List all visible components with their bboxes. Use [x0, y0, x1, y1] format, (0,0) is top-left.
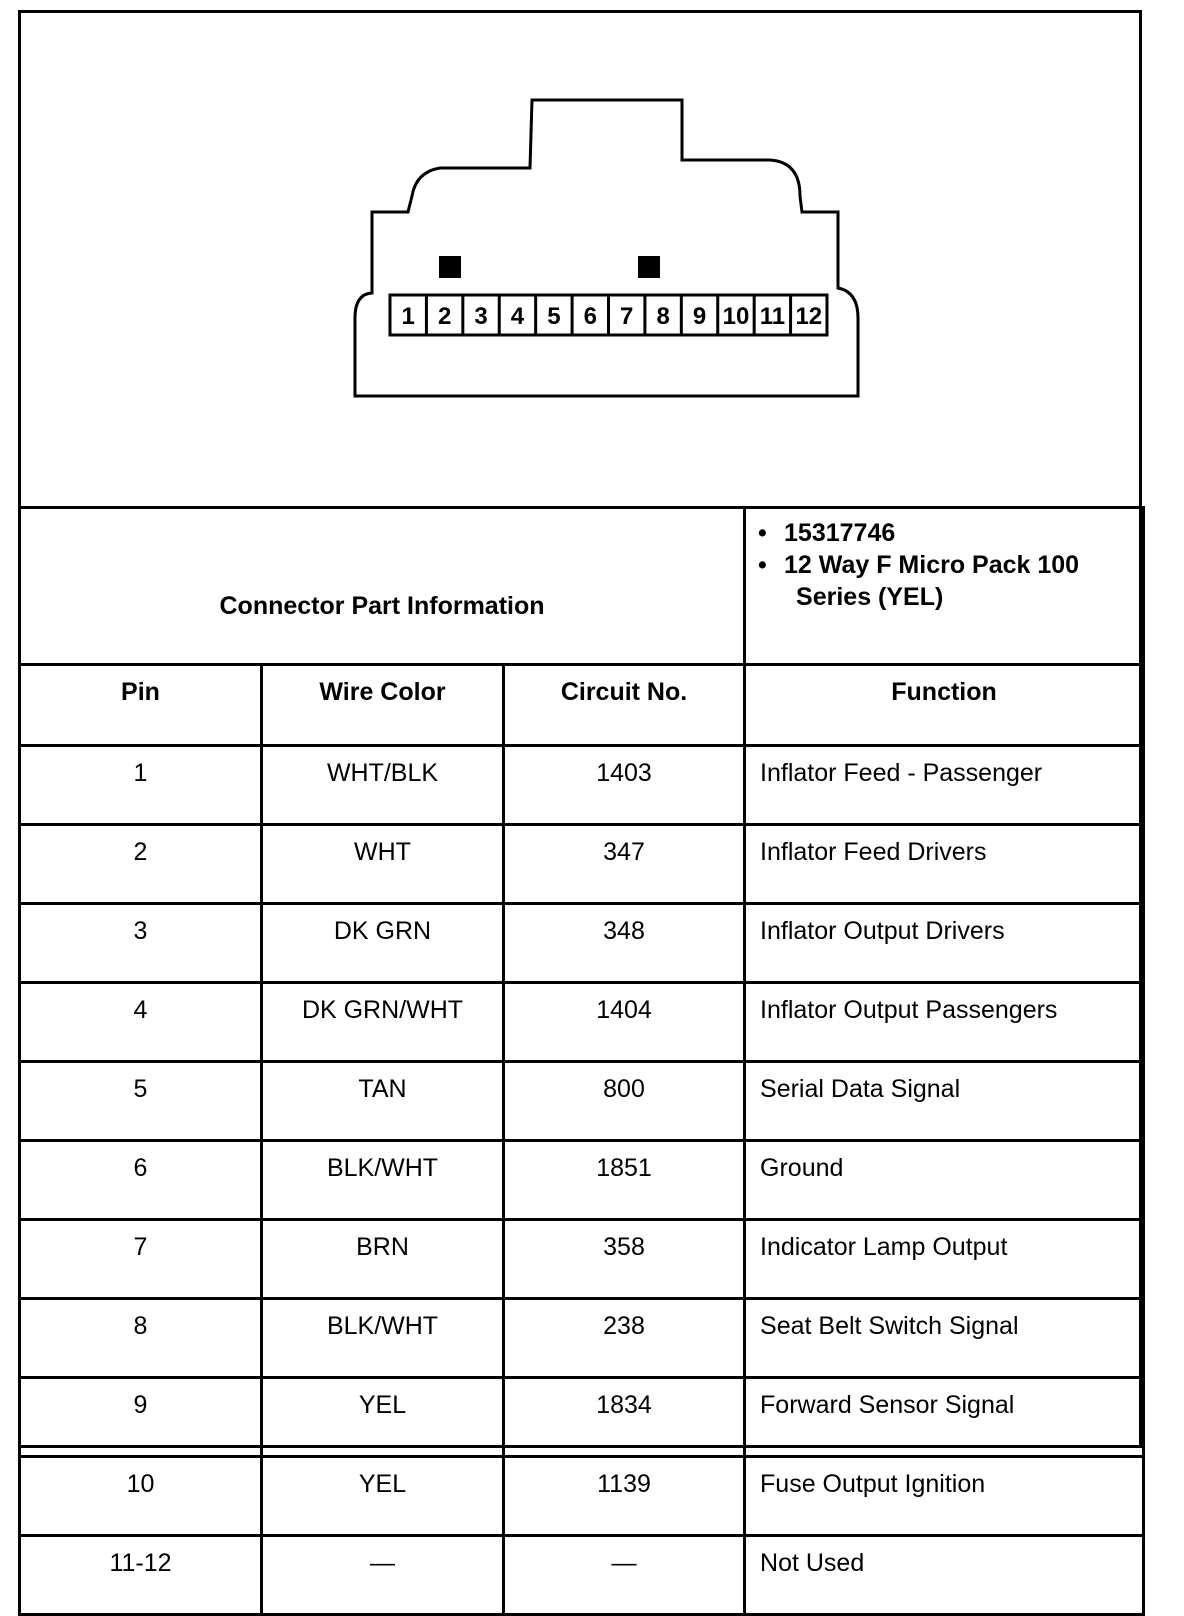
bullet-icon: • — [758, 519, 767, 547]
table-row — [20, 1220, 1144, 1299]
table-row — [20, 1299, 1144, 1378]
connector-pinout-table — [18, 506, 1145, 1616]
pin-cell: 4 — [20, 983, 262, 1062]
part-number: 15317746 — [784, 519, 896, 547]
table-row — [20, 1141, 1144, 1220]
wire-color-cell: — — [262, 1536, 504, 1615]
pin-label-8: 8 — [656, 303, 670, 330]
pin-label-2: 2 — [437, 303, 452, 330]
pin-cell: 10 — [20, 1457, 262, 1536]
pin-label-12: 12 — [795, 303, 823, 330]
pin-cell: 1 — [20, 746, 262, 825]
pin-cell: 5 — [20, 1062, 262, 1141]
function-cell: Seat Belt Switch Signal — [745, 1299, 1144, 1378]
function-cell: Ground — [745, 1141, 1144, 1220]
pin-label-5: 5 — [547, 303, 561, 330]
pin-label-3: 3 — [474, 303, 488, 330]
wire-color-cell: YEL — [262, 1457, 504, 1536]
wire-color-cell: BRN — [262, 1220, 504, 1299]
function-cell: Serial Data Signal — [745, 1062, 1144, 1141]
wire-color-cell: BLK/WHT — [262, 1141, 504, 1220]
header-circuit-no: Circuit No. — [504, 665, 745, 746]
circuit-number-cell: 800 — [504, 1062, 745, 1141]
key-marker-pin-2 — [439, 256, 461, 278]
pin-label-10: 10 — [722, 303, 750, 330]
circuit-number-cell: 347 — [504, 825, 745, 904]
table-row — [20, 1536, 1144, 1615]
wire-color-cell: BLK/WHT — [262, 1299, 504, 1378]
table-row — [20, 1062, 1144, 1141]
pin-label-6: 6 — [583, 303, 597, 330]
header-pin: Pin — [20, 665, 262, 746]
function-cell: Not Used — [745, 1536, 1144, 1615]
column-header-row — [20, 665, 1144, 746]
wire-color-cell: TAN — [262, 1062, 504, 1141]
header-wire-color: Wire Color — [262, 665, 504, 746]
wire-color-cell: DK GRN/WHT — [262, 983, 504, 1062]
circuit-number-cell: 358 — [504, 1220, 745, 1299]
part-description-line1: 12 Way F Micro Pack 100 — [784, 551, 1080, 579]
circuit-number-cell: — — [504, 1536, 745, 1615]
connector-face-diagram — [0, 0, 1184, 500]
pin-label-9: 9 — [692, 303, 707, 330]
pin-cell: 7 — [20, 1220, 262, 1299]
part-info-details — [745, 508, 1144, 665]
circuit-number-cell: 1403 — [504, 746, 745, 825]
circuit-number-cell: 1404 — [504, 983, 745, 1062]
wire-color-cell: DK GRN — [262, 904, 504, 983]
key-marker-pin-8 — [638, 256, 660, 278]
wire-color-cell: YEL — [262, 1378, 504, 1457]
function-cell: Inflator Feed - Passenger — [745, 746, 1144, 825]
header-function: Function — [745, 665, 1144, 746]
pin-cell: 11-12 — [20, 1536, 262, 1615]
pin-cell: 6 — [20, 1141, 262, 1220]
table-row — [20, 904, 1144, 983]
part-info-row — [20, 508, 1144, 665]
pin-label-1: 1 — [401, 303, 415, 330]
circuit-number-cell: 1139 — [504, 1457, 745, 1536]
circuit-number-cell: 1851 — [504, 1141, 745, 1220]
circuit-number-cell: 348 — [504, 904, 745, 983]
pin-label-7: 7 — [620, 303, 634, 330]
function-cell: Inflator Output Drivers — [745, 904, 1144, 983]
table-row — [20, 746, 1144, 825]
function-cell: Forward Sensor Signal — [745, 1378, 1144, 1457]
circuit-number-cell: 238 — [504, 1299, 745, 1378]
table-row — [20, 983, 1144, 1062]
function-cell: Fuse Output Ignition — [745, 1457, 1144, 1536]
pin-cell: 8 — [20, 1299, 262, 1378]
pin-cell: 2 — [20, 825, 262, 904]
function-cell: Indicator Lamp Output — [745, 1220, 1144, 1299]
pin-label-4: 4 — [510, 303, 525, 330]
part-info-title: Connector Part Information — [20, 508, 745, 665]
wire-color-cell: WHT/BLK — [262, 746, 504, 825]
circuit-number-cell: 1834 — [504, 1378, 745, 1457]
pin-cell: 9 — [20, 1378, 262, 1457]
function-cell: Inflator Output Passengers — [745, 983, 1144, 1062]
pin-label-11: 11 — [759, 303, 786, 330]
pin-cell: 3 — [20, 904, 262, 983]
table-row — [20, 1457, 1144, 1536]
part-description-line2: Series (YEL) — [796, 583, 944, 611]
function-cell: Inflator Feed Drivers — [745, 825, 1144, 904]
table-row — [20, 1378, 1144, 1457]
bullet-icon: • — [758, 551, 767, 579]
wire-color-cell: WHT — [262, 825, 504, 904]
table-row — [20, 825, 1144, 904]
connector-housing-outline — [355, 100, 858, 396]
